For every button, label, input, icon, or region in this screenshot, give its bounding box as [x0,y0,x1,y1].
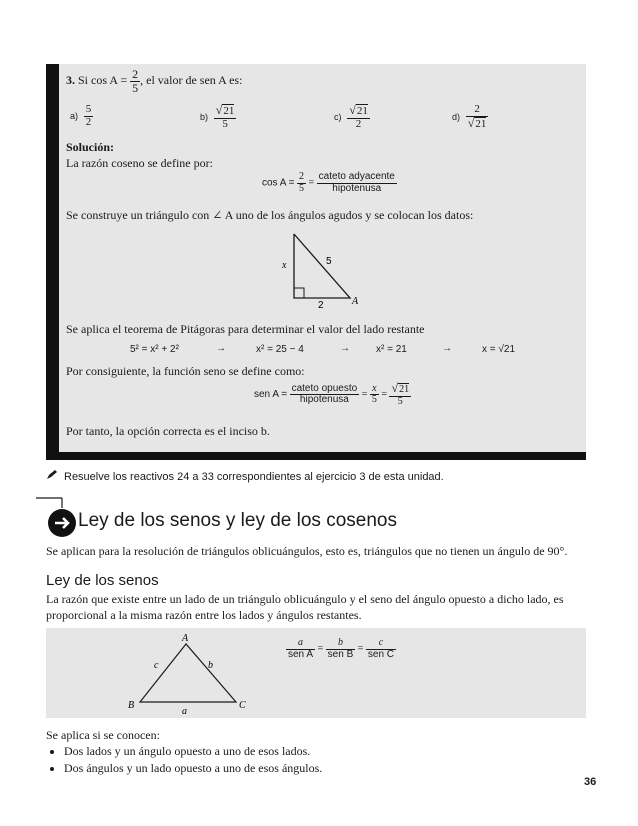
cos-formula: cos A = $\frac{2}{5}$ = $\frac{\text{cateto adyacente}}{\text{hipotenusa}}$ [262,171,395,194]
panel-divider-bar [46,452,586,460]
option-b: b) $\frac{√21}{5}$ [200,103,235,130]
vertex-a-label: A [182,633,189,644]
pyth-step-4: x = √21 [482,344,516,355]
law-text: La razón que existe entre un lado de un triángulo oblicuángulo y el seno del ángulo opuesto a dicho lado, es proporcional a la misma razón entre los lados y ángulos restantes. [46,592,564,622]
exercise-number: 3. [66,72,75,87]
instruction-line [46,470,444,483]
option-d: d) $\frac{2}{√21}$ [452,103,487,130]
solution-line-4: Por consiguiente, la función seno se define como: [66,364,305,378]
section-marker [36,496,80,540]
side-c-label: c [154,660,159,671]
pencil-icon [46,470,58,483]
question-prefix: Si cos A = [78,72,128,87]
applies-title: Se aplica si se conocen: [46,728,160,742]
section-title: Ley de los senos y ley de los cosenos [78,510,397,531]
pyth-step-3: x² = 21 [376,344,407,355]
right-angle-marker [294,288,304,298]
solution-conclusion: Por tanto, la opción correcta es el inciso b. [66,424,270,438]
condition-item: • Dos lados y un ángulo opuesto a uno de esos lados. [64,744,322,759]
question-den: 5 [132,80,139,95]
sen-formula: sen A = $\frac{\text{cateto opuesto}}{\text{hipotenusa}}$ = $\frac{x}{5}$ = $\frac{√21}{5}$ [254,381,410,407]
conditions-list [46,744,322,778]
pyth-arrow-3: → [442,343,452,354]
solution-line-3: Se aplica el teorema de Pitágoras para determinar el valor del lado restante [66,322,425,336]
section-intro: Se aplican para la resolución de triángulos oblicuángulos, esto es, triángulos que no tienen un ángulo de 90°. [46,544,568,558]
question-suffix: , el valor de sen A es: [140,72,243,87]
side-b-label: b [208,660,213,671]
right-triangle-diagram [270,228,370,310]
law-of-sines-formula: $\frac{a}{\text{sen A}}$ = $\frac{b}{\text{sen B}}$ = $\frac{c}{\text{sen C}}$ [288,637,395,660]
page-number: 36 [584,776,597,788]
vertex-c-label: C [239,700,246,711]
exercise-question [66,68,242,94]
side-a-label: a [182,706,187,717]
condition-item: • Dos ángulos y un lado opuesto a uno de esos ángulos. [64,761,322,776]
question-num: 2 [132,67,139,81]
solution-line-2: Se construye un triángulo con ∠ A uno de los ángulos agudos y se colocan los datos: [66,208,474,222]
oblique-triangle-diagram [124,632,264,718]
solution-line-1: La razón coseno se define por: [66,156,213,170]
option-c: c) $\frac{√21}{2}$ [334,103,368,130]
pyth-step-2: x² = 25 − 4 [256,344,304,355]
solution-title: Solución: [66,140,115,154]
triangle-side-hyp: 5 [326,256,332,267]
triangle-vertex-a: A [352,296,359,307]
instruction-text: Resuelve los reactivos 24 a 33 correspondientes al ejercicio 3 de esta unidad. [64,471,444,483]
triangle-side-x: x [282,260,287,271]
triangle-side-base: 2 [318,300,324,310]
oblique-triangle-edges [140,644,236,702]
subsection-title: Ley de los senos [46,572,159,589]
pyth-step-1: 5² = x² + 2² [130,344,179,355]
option-a: a) $\frac{5}{2}$ [70,103,92,128]
vertex-b-label: B [128,700,135,711]
pyth-arrow-2: → [340,343,350,354]
pyth-arrow-1: → [216,343,226,354]
